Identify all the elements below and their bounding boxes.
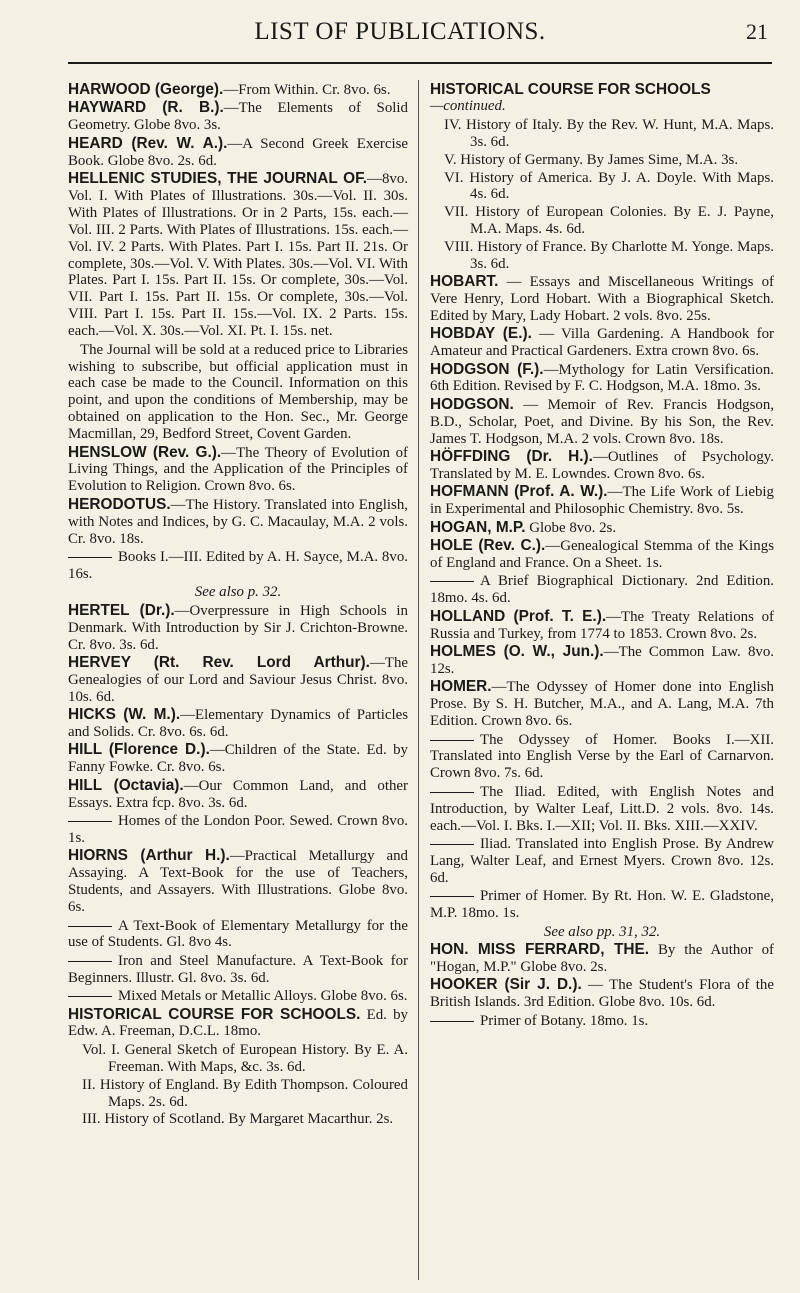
entry-heading: HOMER. [430, 678, 492, 696]
entry-text: Globe 8vo. 2s. [525, 519, 617, 536]
entry-text: —The History. Translated into English, with Notes and Indices, by G. C. Macaulay, M.A. 2 vols. Cr. 8vo. 18s. [68, 496, 408, 547]
entry-heading: HARWOOD (George). [68, 81, 224, 98]
sub-entry [68, 953, 408, 987]
entry-text: —Children of the State. Ed. by Fanny Fowke. Cr. 8vo. 6s. [68, 742, 408, 776]
entry-text: —From Within. Cr. 8vo. 6s. [223, 82, 391, 98]
entry-text: —The Treaty Relations of Russia and Turkey, from 1774 to 1853. Crown 8vo. 2s. [430, 608, 774, 642]
entry-text: —The Odyssey of Homer done into English Prose. By S. H. Butcher, M.A., and A. Lang, M.A. 7th Edition. Crown 8vo. 6s. [430, 679, 774, 730]
entry-text: —8vo. Vol. I. With Plates of Illustrations. 30s.—Vol. II. 30s. With Plates of Illustrations. Or in 2 Parts, 15s. each.—Vol. III. 2 Parts. With Plates of Illustrations. 15s. each.—Vol. IV. 2 Parts. With Plates. Part I. 15s. Part II. 21s. Or complete, 30s.—Vol. V. With Plates. 30s.—Vol. VI. With Plates. Part I. 15s. Part II. 15s. Or complete, 30s.—Vol. VII. Part I. 15s. Part II. 15s. Or complete, 30s.—Vol. VIII. Part I. 15s. Part II. 15s.—Vol. IX. 2 Parts. 15s. each.—Vol. X. 30s.—Vol. XI. Pt. I. 15s. net. [68, 171, 408, 340]
entry-heading: HOOKER (Sir J. D.). [430, 976, 582, 994]
right-column [430, 82, 774, 1031]
sub-entry [430, 784, 774, 835]
ditto-dash [430, 740, 474, 741]
entry-text: —Genealogical Stemma of the Kings of England and France. On a Sheet. 1s. [430, 538, 774, 571]
entry-heading: HIORNS (Arthur H.). [68, 847, 230, 865]
entry-text: —Outlines of Psychology. Translated by M. E. Lowndes. Crown 8vo. 6s. [430, 449, 774, 482]
catalog-entry [430, 82, 774, 99]
catalog-entry [430, 397, 774, 448]
catalog-entry [430, 484, 774, 518]
catalog-entry [430, 644, 774, 678]
entry-text: A Text-Book of Elementary Metallurgy for the use of Students. Gl. 8vo 4s. [68, 917, 408, 951]
entry-text: —Overpressure in High Schools in Denmark. With Introduction by Sir J. Crichton-Browne. Cr. 8vo. 3s. 6d. [68, 602, 408, 653]
entry-text: A Brief Biographical Dictionary. 2nd Edition. 18mo. 4s. 6d. [430, 573, 774, 607]
catalog-entry [430, 362, 774, 396]
ditto-dash [68, 926, 112, 927]
catalog-entry [430, 326, 774, 360]
ditto-dash [430, 1021, 474, 1022]
catalog-entry [68, 742, 408, 776]
volume-item: II. History of England. By Edith Thompson. Coloured Maps. 2s. 6d. [82, 1076, 408, 1110]
sub-entry [430, 836, 774, 887]
entry-text: By the Author of "Hogan, M.P." Globe 8vo. 2s. [430, 941, 774, 975]
catalog-entry [430, 609, 774, 643]
catalog-entry [430, 538, 774, 572]
entry-text: — Essays and Miscellaneous Writings of Vere Henry, Lord Hobart. With a Biographical Sketch. Edited by Mary, Lady Hobart. 2 vols. 8vo. 25s. [430, 273, 774, 324]
page-title: LIST OF PUBLICATIONS. [254, 18, 546, 45]
entry-heading: HELLENIC STUDIES, THE JOURNAL OF. [68, 170, 368, 188]
catalog-entry [68, 171, 408, 340]
entry-text: Iron and Steel Manufacture. A Text-Book for Beginners. Illustr. Gl. 8vo. 3s. 6d. [68, 952, 408, 986]
sub-entry [430, 888, 774, 922]
volume-item: Vol. I. General Sketch of European History. By E. A. Freeman. With Maps, &c. 3s. 6d. [82, 1041, 408, 1075]
entry-heading: HISTORICAL COURSE FOR SCHOOLS [430, 81, 711, 98]
entry-text: — The Student's Flora of the British Islands. 3rd Edition. Globe 8vo. 10s. 6d. [430, 977, 774, 1011]
entry-heading: HOGAN, M.P. [430, 518, 526, 536]
column-divider [418, 80, 419, 1280]
catalog-entry [68, 707, 408, 741]
catalog-entry [68, 778, 408, 812]
catalog-entry [430, 274, 774, 325]
volume-item: III. History of Scotland. By Margaret Macarthur. 2s. [82, 1111, 394, 1128]
entry-heading: HOLE (Rev. C.). [430, 537, 546, 555]
volume-item: IV. History of Italy. By the Rev. W. Hunt, M.A. Maps. 3s. 6d. [444, 116, 774, 150]
sub-entry [430, 573, 774, 607]
catalog-entry [430, 449, 774, 483]
entry-heading: HODGSON (F.). [430, 360, 544, 378]
entry-text: Ed. by Edw. A. Freeman, D.C.L. 18mo. [68, 1006, 408, 1040]
cross-reference: See also p. 32. [194, 584, 282, 601]
entry-heading: HOBDAY (E.). [430, 325, 532, 343]
entry-heading: HILL (Octavia). [68, 776, 184, 794]
ditto-dash [68, 996, 112, 997]
entry-heading: HENSLOW (Rev. G.). [68, 443, 222, 461]
catalog-entry [68, 82, 408, 99]
entry-text: —The Elements of Solid Geometry. Globe 8vo. 3s. [68, 100, 408, 134]
catalog-entry [68, 497, 408, 548]
entry-text: —Our Common Land, and other Essays. Extra fcp. 8vo. 3s. 6d. [68, 777, 408, 811]
entry-text: —Mythology for Latin Versification. 6th Edition. Revised by F. C. Hodgson, M.A. 18mo. 3s. [430, 361, 774, 395]
header-rule [68, 62, 772, 64]
catalog-entry [430, 977, 774, 1011]
page-number: 21 [746, 19, 768, 44]
entry-heading: HODGSON. [430, 395, 514, 413]
catalog-entry [68, 445, 408, 496]
entry-text: —Practical Metallurgy and Assaying. A Text-Book for the use of Teachers, Students, and Assayers. With Illustrations. Globe 8vo. 6s. [68, 848, 408, 916]
sub-entry [68, 549, 408, 583]
entry-heading: HOLLAND (Prof. T. E.). [430, 607, 607, 625]
ditto-dash [430, 844, 474, 845]
volume-item: VI. History of America. By J. A. Doyle. With Maps. 4s. 6d. [444, 169, 774, 203]
note-paragraph: The Journal will be sold at a reduced price to Libraries wishing to subscribe, but official application must in each case be made to the Council. Information on this point, and upon the conditions of Membership, may be obtained on application to the Hon. Sec., Mr. George Macmillan, 29, Bedford Street, Covent Garden. [68, 341, 408, 443]
entry-heading: HOBART. [430, 272, 499, 290]
ditto-dash [68, 821, 112, 822]
ditto-dash [430, 792, 474, 793]
page-header [0, 18, 800, 58]
entry-heading: HERTEL (Dr.). [68, 601, 175, 619]
entry-heading: HERODOTUS. [68, 495, 171, 513]
entry-text: The Iliad. Edited, with English Notes and Introduction, by Walter Leaf, Litt.D. 2 vols. 8vo. 14s. each.—Vol. I. Bks. I.—XII; Vol. II. Bks. XIII.—XXIV. [430, 783, 774, 834]
catalog-entry [68, 848, 408, 916]
entry-heading: HICKS (W. M.). [68, 706, 181, 724]
volume-item: V. History of Germany. By James Sime, M.A. 3s. [444, 151, 739, 168]
entry-text: —A Second Greek Exercise Book. Globe 8vo. 2s. 6d. [68, 135, 408, 169]
entry-text: Homes of the London Poor. Sewed. Crown 8vo. 1s. [68, 813, 408, 846]
ditto-dash [430, 896, 474, 897]
entry-heading: HILL (Florence D.). [68, 741, 210, 759]
catalog-entry [68, 100, 408, 134]
catalog-entry [68, 655, 408, 706]
catalog-entry [68, 1007, 408, 1041]
entry-text: —Elementary Dynamics of Particles and Solids. Cr. 8vo. 6s. 6d. [68, 707, 408, 741]
catalog-entry [430, 679, 774, 730]
volume-item: VIII. History of France. By Charlotte M. Yonge. Maps. 3s. 6d. [444, 239, 774, 273]
entry-heading: HOFMANN (Prof. A. W.). [430, 483, 608, 501]
entry-text: Mixed Metals or Metallic Alloys. Globe 8vo. 6s. [118, 988, 408, 1005]
cross-reference: —continued. [430, 98, 506, 115]
entry-text: Iliad. Translated into English Prose. By Andrew Lang, Walter Leaf, and Ernest Myers. Crown 8vo. 12s. 6d. [430, 835, 774, 886]
entry-heading: HON. MISS FERRARD, THE. [430, 940, 650, 958]
entry-text: Primer of Botany. 18mo. 1s. [480, 1012, 649, 1029]
entry-text: — Villa Gardening. A Handbook for Amateur and Practical Gardeners. Extra crown 8vo. 6s. [430, 326, 774, 360]
sub-entry [430, 732, 774, 783]
left-column [68, 82, 408, 1129]
entry-text: The Odyssey of Homer. Books I.—XII. Translated into English Verse by the Earl of Carnarvon. Crown 8vo. 7s. 6d. [430, 731, 774, 782]
entry-text: —The Theory of Evolution of Living Things, and the Application of the Principles of Evolution to Religion. Crown 8vo. 6s. [68, 444, 408, 495]
entry-heading: HISTORICAL COURSE FOR SCHOOLS. [68, 1005, 361, 1023]
cross-reference: See also pp. 31, 32. [543, 923, 661, 940]
entry-text: — Memoir of Rev. Francis Hodgson, B.D., Scholar, Poet, and Divine. By his Son, the Rev. James T. Hodgson, M.A. 2 vols. Crown 8vo. 18s. [430, 396, 774, 447]
entry-heading: HEARD (Rev. W. A.). [68, 134, 228, 152]
entry-text: Primer of Homer. By Rt. Hon. W. E. Gladstone, M.P. 18mo. 1s. [430, 888, 774, 922]
sub-entry [68, 813, 408, 847]
sub-entry [68, 918, 408, 952]
ditto-dash [68, 557, 112, 558]
entry-text: —The Life Work of Liebig in Experimental and Philosophic Chemistry. 8vo. 5s. [430, 484, 774, 518]
catalog-entry [430, 520, 774, 537]
entry-heading: HOLMES (O. W., Jun.). [430, 643, 604, 660]
catalog-entry [430, 942, 774, 976]
ditto-dash [430, 581, 474, 582]
sub-entry [430, 1013, 774, 1030]
entry-heading: HÖFFDING (Dr. H.). [430, 448, 593, 466]
entry-text: —The Common Law. 8vo. 12s. [430, 644, 774, 677]
ditto-dash [68, 961, 112, 962]
volume-item: VII. History of European Colonies. By E. J. Payne, M.A. Maps. 4s. 6d. [444, 204, 774, 238]
catalog-entry [68, 136, 408, 170]
entry-heading: HAYWARD (R. B.). [68, 99, 224, 117]
entry-text: —The Genealogies of our Lord and Saviour Jesus Christ. 8vo. 10s. 6d. [68, 654, 408, 705]
entry-text: Books I.—III. Edited by A. H. Sayce, M.A. 8vo. 16s. [68, 548, 408, 582]
entry-heading: HERVEY (Rt. Rev. Lord Arthur). [68, 653, 370, 671]
catalog-entry [68, 603, 408, 654]
sub-entry [68, 988, 408, 1005]
